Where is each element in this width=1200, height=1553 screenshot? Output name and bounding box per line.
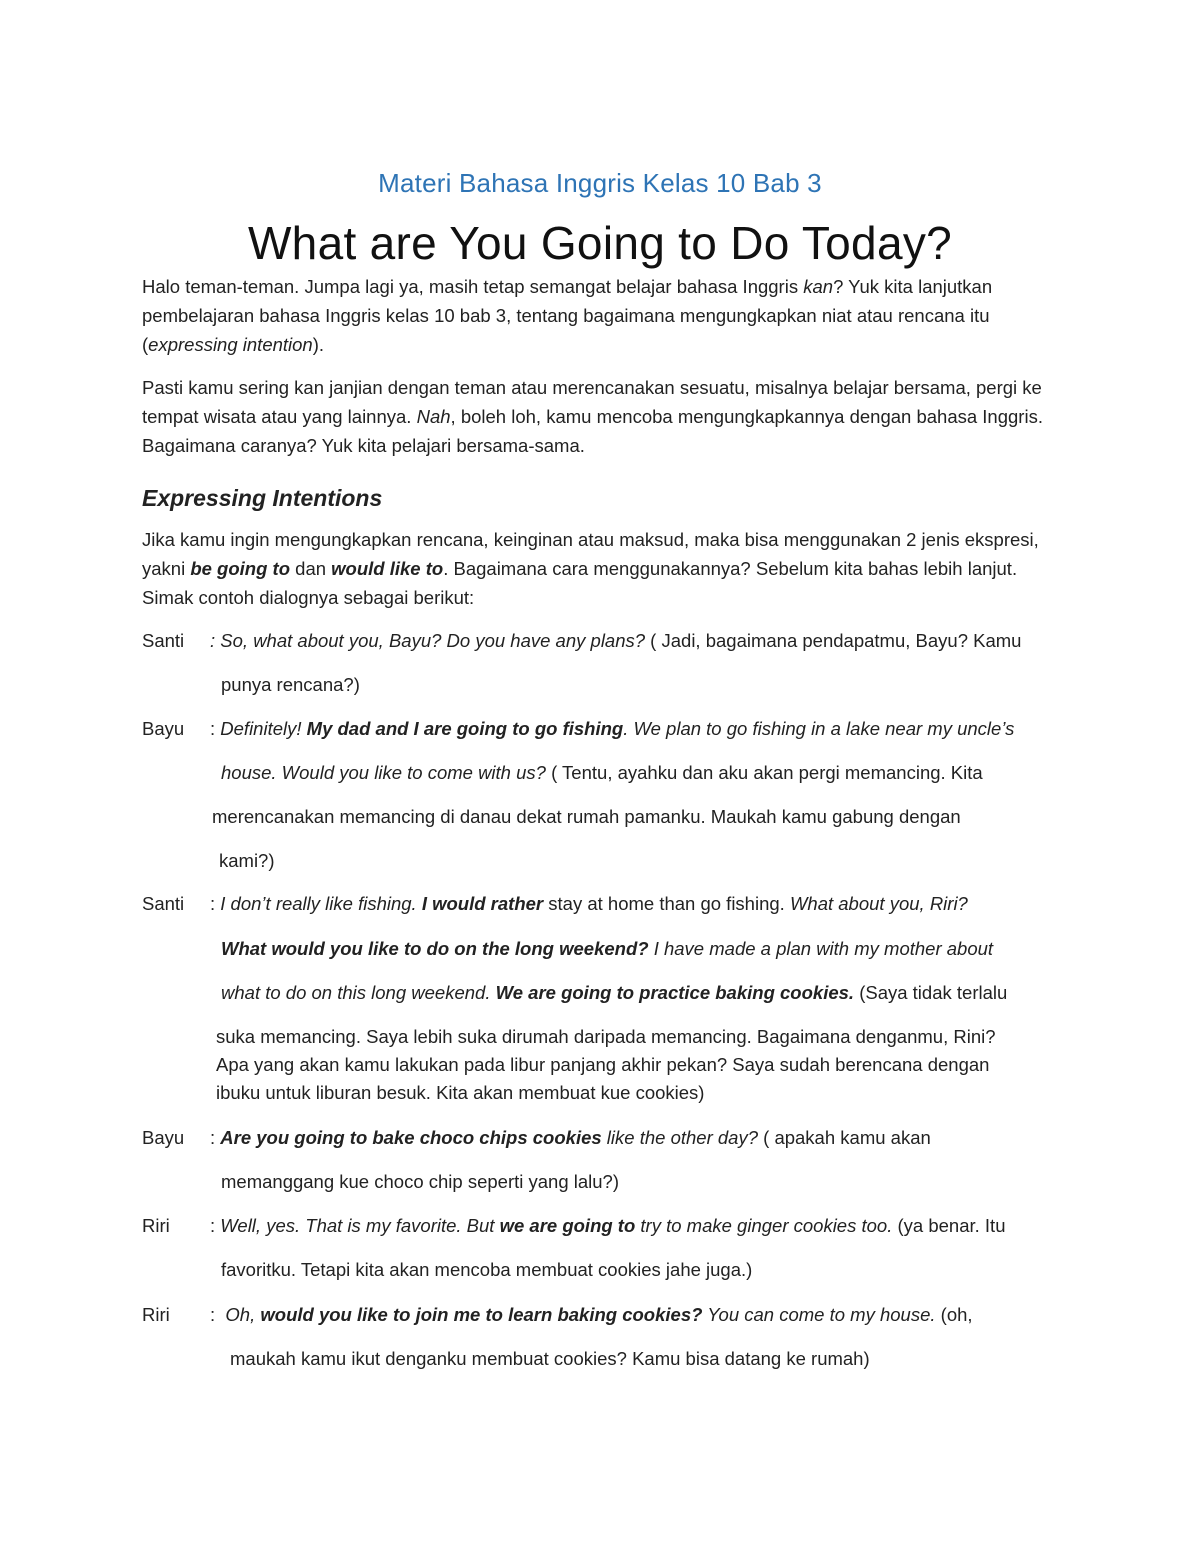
dialog-line: what to do on this long weekend. We are going to practice baking cookies. (Saya tidak terlalu [221, 982, 1008, 1003]
dialog-line: suka memancing. Saya lebih suka dirumah daripada memancing. Bagaimana denganmu, Rini? [216, 1026, 996, 1047]
dialog-line: ibuku untuk liburan besuk. Kita akan membuat kue cookies) [216, 1082, 705, 1103]
dialog-line: merencanakan memancing di danau dekat rumah pamanku. Maukah kamu gabung dengan [212, 806, 961, 827]
dialog-speaker: Bayu [142, 718, 185, 739]
dialog-speaker: Santi [142, 893, 185, 914]
document-title: What are You Going to Do Today? [247, 217, 953, 269]
intro-paragraph-1: Halo teman-teman. Jumpa lagi ya, masih tetap semangat belajar bahasa Inggris kan? Yuk kita lanjutkan pembelajaran bahasa Inggris kelas 10 bab 3, tentang bagaimana mengungkapkan niat atau rencana itu (expressing intention). [142, 276, 993, 355]
dialog-line: : So, what about you, Bayu? Do you have any plans? ( Jadi, bagaimana pendapatmu, Bayu? Kamu [210, 630, 1022, 651]
dialog-speaker: Santi [142, 630, 185, 651]
dialog-line: : Well, yes. That is my favorite. But we are going to try to make ginger cookies too. (ya benar. Itu [210, 1215, 1006, 1236]
dialog-line: memanggang kue choco chip seperti yang lalu?) [221, 1171, 619, 1192]
intro-paragraph-2: Pasti kamu sering kan janjian dengan teman atau merencanakan sesuatu, misalnya belajar bersama, pergi ke tempat wisata atau yang lainnya. Nah, boleh loh, kamu mencoba mengungkapkannya dengan bahasa Inggris. Bagaimana caranya? Yuk kita pelajari bersama-sama. [142, 377, 1043, 456]
section-paragraph: Jika kamu ingin mengungkapkan rencana, keinginan atau maksud, maka bisa menggunakan 2 jenis ekspresi, yakni be going to dan would like to. Bagaimana cara menggunakannya? Sebelum kita bahas lebih lanjut. Simak contoh dialognya sebagai berikut: [142, 529, 1039, 608]
dialog-speaker: Riri [142, 1215, 170, 1236]
dialog-line: favoritku. Tetapi kita akan mencoba membuat cookies jahe juga.) [221, 1259, 753, 1280]
dialog-line: Apa yang akan kamu lakukan pada libur panjang akhir pekan? Saya sudah berencana dengan [216, 1054, 990, 1075]
dialog-line: : Are you going to bake choco chips cookies like the other day? ( apakah kamu akan [210, 1127, 931, 1148]
dialog-speaker: Riri [142, 1304, 170, 1325]
dialog-line: : I don’t really like fishing. I would rather stay at home than go fishing. What about you, Riri? [210, 893, 968, 914]
dialog-line: maukah kamu ikut denganku membuat cookies? Kamu bisa datang ke rumah) [230, 1348, 870, 1369]
dialog-line: house. Would you like to come with us? ( Tentu, ayahku dan aku akan pergi memancing. Kita [221, 762, 983, 783]
dialog-line: What would you like to do on the long weekend? I have made a plan with my mother about [221, 938, 994, 959]
dialog-line: punya rencana?) [221, 674, 360, 695]
dialog-line: : Definitely! My dad and I are going to go fishing. We plan to go fishing in a lake near my uncle’s [210, 718, 1015, 739]
document-subtitle: Materi Bahasa Inggris Kelas 10 Bab 3 [378, 168, 822, 198]
section-heading: Expressing Intentions [142, 485, 383, 511]
dialog-speaker: Bayu [142, 1127, 185, 1148]
dialog-line: : Oh, would you like to join me to learn baking cookies? You can come to my house. (oh, [210, 1304, 973, 1325]
dialog-line: kami?) [219, 850, 275, 871]
